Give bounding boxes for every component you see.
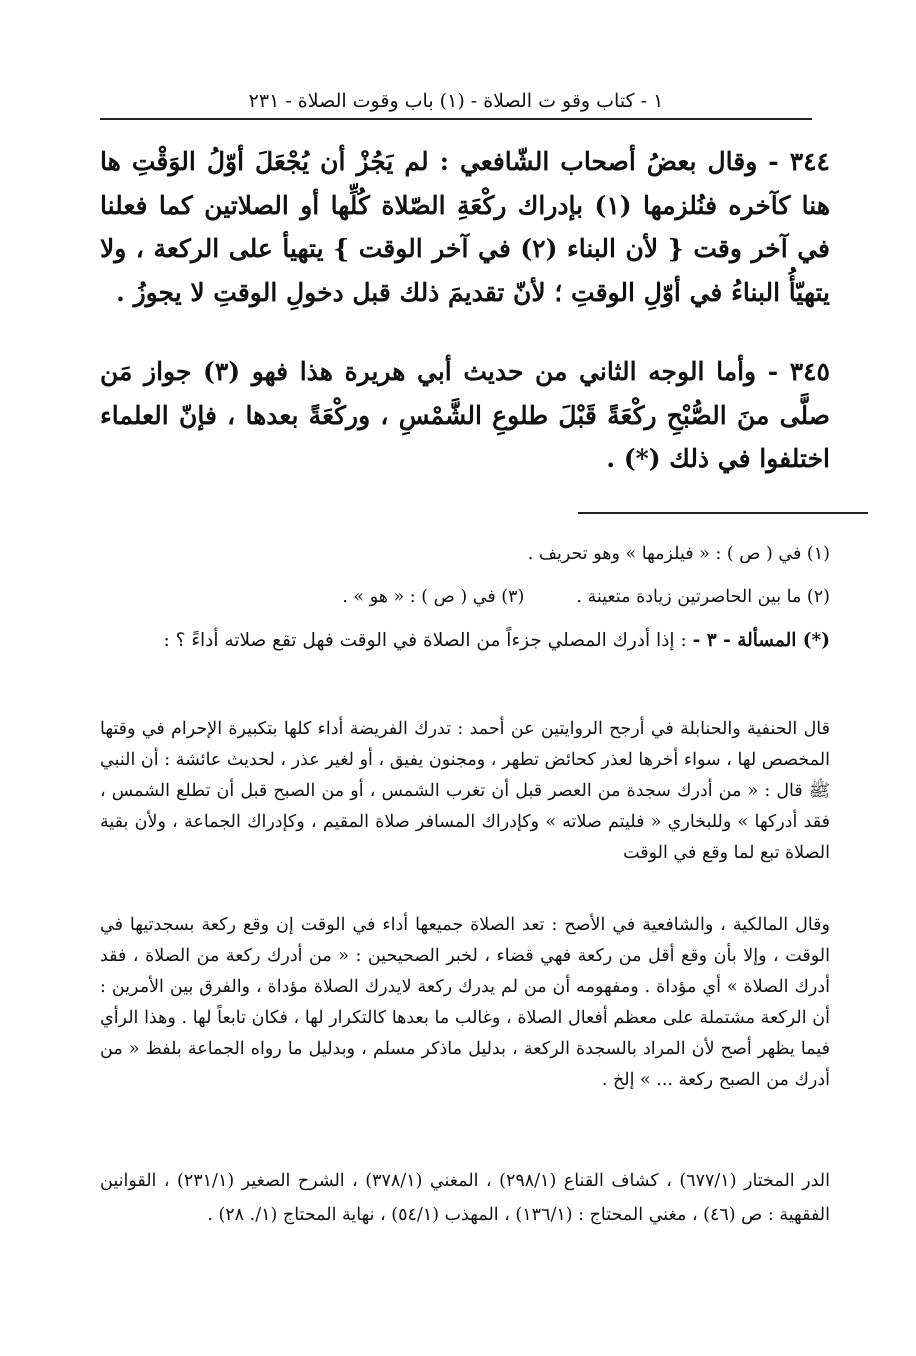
masala-question: : إذا أدرك المصلي جزءاً من الصلاة في الوقت فهل تقع صلاته أداءً ؟ :	[163, 630, 687, 651]
references: الدر المختار (٦٧٧/١) ، كشاف القناع (٢٩٨/١) ، المغني (٣٧٨/١) ، الشرح الصغير (٢٣١/١) ، القوانين الفقهية : ص (٤٦) ، مغني المحتاج : (١٣٦/١) ، المهذب (٥٤/١) ، نهاية المحتاج (١/. ٢٨) .	[100, 1171, 830, 1225]
running-head-text: ١ - كتاب وقو ت الصلاة - (١) باب وقوت الصلاة - ٢٣١	[248, 90, 664, 112]
footnote-2: (٢) ما بين الحاصرتين زيادة متعينة .	[576, 587, 830, 607]
footnote-1: (١) في ( ص ) : « فيلزمها » وهو تحريف .	[527, 544, 830, 564]
hanafi-opinion: قال الحنفية والحنابلة في أرجح الروايتين عن أحمد : تدرك الفريضة أداء كلها بتكبيرة الإحرام في وقتها المخصص لها ، سواء أخرها لعذر كحائض تطهر ، ومجنون يفيق ، أو لغير عذر ، لحديث عائشة : أن النبي ﷺ قال : « من أدرك سجدة من العصر قبل أن تغرب الشمس ، أو من الصبح قبل أن تطلع الشمس ، فقد أدركها » وللبخاري « فليتم صلاته » وكإدراك المسافر صلاة المقيم ، وكإدراك الجماعة ، ولأن بقية الصلاة تبع لما وقع في الوقت	[100, 719, 830, 863]
masala-heading	[100, 624, 830, 657]
paragraph-344: ٣٤٤ - وقال بعضُ أصحاب الشّافعي : لم يَجُزْ أن يُجْعَلَ أوّلُ الوَقْتِ ها هنا كآخره فنُلزمها (١) بإدراك ركْعَةِ الصّلاة كُلِّها أو الصلاتين كما فعلنا في آخر وقت { لأن البناء (٢) في آخر الوقت } يتهيأ على الركعة ، ولا يتهيّأُ البناءُ في أوّلِ الوقتِ ؛ لأنّ تقديمَ ذلك قبل دخولِ الوقتِ لا يجوزُ .	[100, 147, 831, 307]
masala-label: (*) المسألة - ٣ -	[692, 630, 830, 651]
footnote-2-3-line	[100, 581, 830, 613]
paragraph-345: ٣٤٥ - وأما الوجه الثاني من حديث أبي هريرة هذا فهو (٣) جواز مَن صلَّى منَ الصُّبْحِ ركْعَةً قَبْلَ طلوعِ الشَّمْسِ ، وركْعَةً بعدها ، فإنّ العلماء اختلفوا في ذلك (*) .	[100, 357, 830, 473]
footnote-divider	[578, 512, 868, 514]
running-header	[100, 84, 812, 120]
maliki-opinion: وقال المالكية ، والشافعية في الأصح : تعد الصلاة جميعها أداء في الوقت إن وقع ركعة بسجدتيها في الوقت ، وإلا بأن وقع أقل من ركعة فهي قضاء ، لخبر الصحيحين : « من أدرك ركعة من الصلاة ، فقد أدرك الصلاة » أي مؤداة . ومفهومه أن من لم يدرك ركعة لايدرك الصلاة مؤداة ، والفرق بين الأمرين : أن الركعة مشتملة على معظم أفعال الصلاة ، وغالب ما بعدها كالتكرار لها ، فكان تابعاً لها . وهذا الرأي فيما يظهر أصح لأن المراد بالسجدة الركعة ، بدليل ماذكر مسلم ، وبدليل ما رواه الجماعة بلفظ « من أدرك من الصبح ركعة ... » إلخ .	[100, 915, 830, 1090]
footnote-3: (٣) في ( ص ) : « هو » .	[342, 587, 525, 607]
